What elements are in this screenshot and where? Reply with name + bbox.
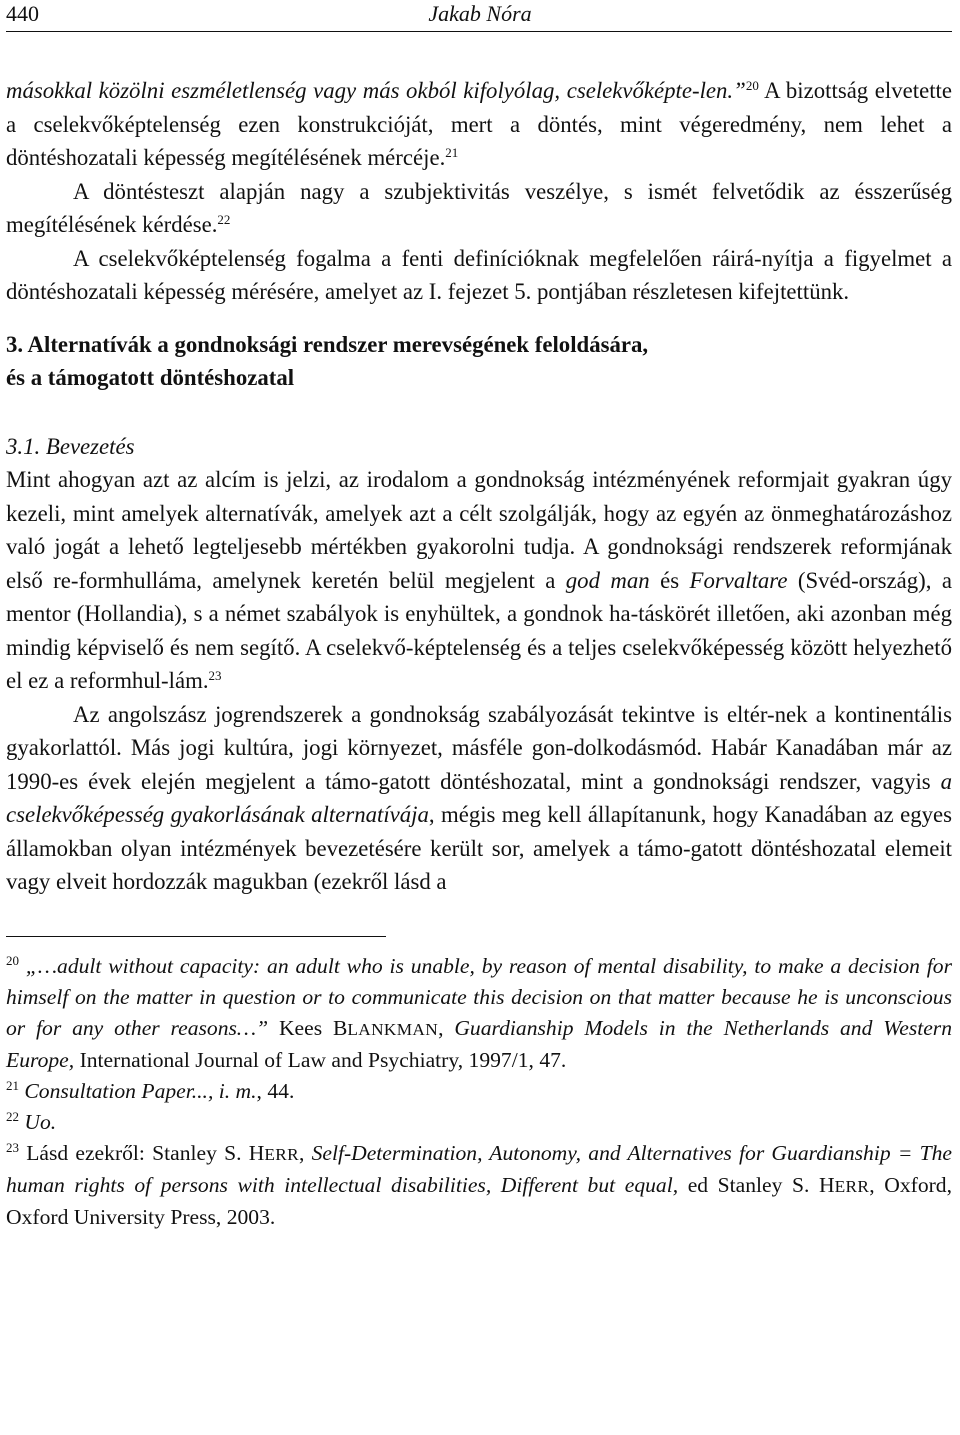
paragraph-1-text: A bizottság elvetette a cselekvőképtelenség ezen konstrukcióját, mert a döntés, mint végeredmény, nem lehet a döntéshozatali képesség megítélésének mércéje.	[6, 78, 952, 170]
running-head	[6, 0, 952, 32]
footnote-20	[6, 951, 952, 1076]
footnote-21	[6, 1076, 952, 1107]
paragraph-4	[6, 463, 952, 698]
footnotes	[6, 951, 952, 1233]
footnote-23-title: Self-Determination, Autonomy, and Alternatives for Guardianship = The human rights of persons with intellectual disabilities, Different but equal,	[6, 1140, 952, 1197]
footnote-ref-20[interactable]: 20	[745, 77, 759, 93]
paragraph-5-text-b: , mégis meg kell állapítanunk, hogy Kanadában az egyes államokban olyan intézmények bevezetésére került sor, amelyek a támo-gatott döntéshozatal elemeit vagy elveit hordozzák magukban (ezekről lásd a	[6, 802, 952, 894]
footnote-23-editor-sc: ERR	[834, 1176, 870, 1196]
paragraph-4-text-c: (Svéd-ország), a mentor (Hollandia), s a német szabályok is enyhültek, a gondnok ha-táskörét illetően, aki azonban még mindig képviselő és nem segítő. A cselekvő-képtelenség és a teljes cselekvőképesség között helyezhető el ez a reformhul-lám.	[6, 567, 952, 693]
footnote-20-quote: „…adult without capacity: an adult who is unable, by reason of mental disability, to make a decision for himself on the matter in question or to communicate this decision on that matter because he is unconscious or for any other reasons…”	[6, 953, 952, 1040]
footnote-23-sep: ,	[298, 1140, 312, 1165]
running-head-author: Jakab Nóra	[428, 1, 532, 26]
footnote-20-sep: ,	[438, 1015, 455, 1040]
paragraph-5	[6, 698, 952, 899]
section-heading-line-2: és a támogatott döntéshozatal	[6, 365, 295, 390]
paragraph-2-text: A döntésteszt alapján nagy a szubjektivitás veszélye, s ismét felvetődik az ésszerűség megítélésének kérdése.	[6, 178, 952, 237]
term-forvaltare: Forvaltare	[689, 567, 788, 593]
page-number: 440	[6, 1, 39, 26]
section-heading-line-1: 3. Alternatívák a gondnoksági rendszer merevségének feloldására,	[6, 331, 649, 357]
footnote-23	[6, 1138, 952, 1233]
footnote-21-title: Consultation Paper..., i. m.	[19, 1078, 257, 1103]
footnote-20-source: International Journal of Law and Psychiatry, 1997/1, 47.	[74, 1047, 567, 1072]
paragraph-3-text: A cselekvőképtelenség fogalma a fenti definícióknak megfelelően ráirá-nyítja a figyelmet a döntéshozatali képesség mérésére, amelyet az I. fejezet 5. pontjában részletesen kifejtettünk.	[6, 245, 952, 304]
footnote-23-author-sc: ERR	[264, 1144, 299, 1164]
main-text	[6, 74, 952, 899]
footnote-ref-22[interactable]: 22	[217, 211, 231, 227]
paragraph-4-text-b: és	[649, 567, 690, 593]
footnote-number: 22	[6, 1108, 19, 1124]
footnote-ref-23[interactable]: 23	[208, 667, 222, 683]
footnote-21-page: , 44.	[256, 1078, 295, 1103]
footnote-separator	[6, 936, 386, 937]
section-heading	[6, 328, 952, 395]
footnote-20-author-sc: LANKMAN	[347, 1019, 439, 1039]
footnote-22	[6, 1107, 952, 1138]
footnote-20-title: Guardianship Models in the Netherlands and Western Europe,	[6, 1015, 953, 1072]
paragraph-3	[6, 242, 952, 309]
paragraph-5-emphasis: a cselekvőképesség gyakorlásának alternatívája	[6, 768, 952, 827]
footnote-number: 23	[6, 1139, 19, 1155]
footnote-number: 21	[6, 1077, 19, 1093]
footnote-20-author: Kees B	[268, 1015, 348, 1040]
footnote-23-publisher: , Oxford, Oxford University Press, 2003.	[6, 1172, 953, 1229]
footnote-23-editor: ed Stanley S. H	[678, 1172, 835, 1197]
quote-continuation: másokkal közölni eszméletlenség vagy más okból kifolyólag, cselekvőképte-len.”	[6, 78, 746, 103]
paragraph-2	[6, 175, 952, 242]
term-god-man: god man	[565, 567, 650, 593]
footnote-23-author: Lásd ezekről: Stanley S. H	[19, 1140, 265, 1165]
paragraph-4-text-a: Mint ahogyan azt az alcím is jelzi, az irodalom a gondnokság intézményének reformjait gyakran úgy kezeli, mint amelyek alternatívák, amelyek azt a célt szolgálják, hogy az egyén az önmeghatározáshoz való jogát a lehető legteljesebb mértékben gyakorolni tudja. A gondnoksági rendszerek reformjának első re-formhulláma, amelynek keretén belül megjelent a	[6, 467, 952, 593]
footnote-ref-21[interactable]: 21	[445, 144, 459, 160]
paragraph-1	[6, 74, 952, 175]
paragraph-5-text-a: Az angolszász jogrendszerek a gondnokság szabályozását tekintve is eltér-nek a kontinentális gyakorlattól. Más jogi kultúra, jogi környezet, másféle gon-dolkodásmód. Habár Kanadában már az 1990-es évek elején megjelent a támo-gatott döntéshozatal, mint a gondnoksági rendszer, vagyis	[6, 701, 952, 794]
footnote-22-text: Uo.	[19, 1109, 57, 1134]
footnote-number: 20	[6, 952, 19, 968]
subsection-heading: 3.1. Bevezetés	[6, 433, 135, 459]
